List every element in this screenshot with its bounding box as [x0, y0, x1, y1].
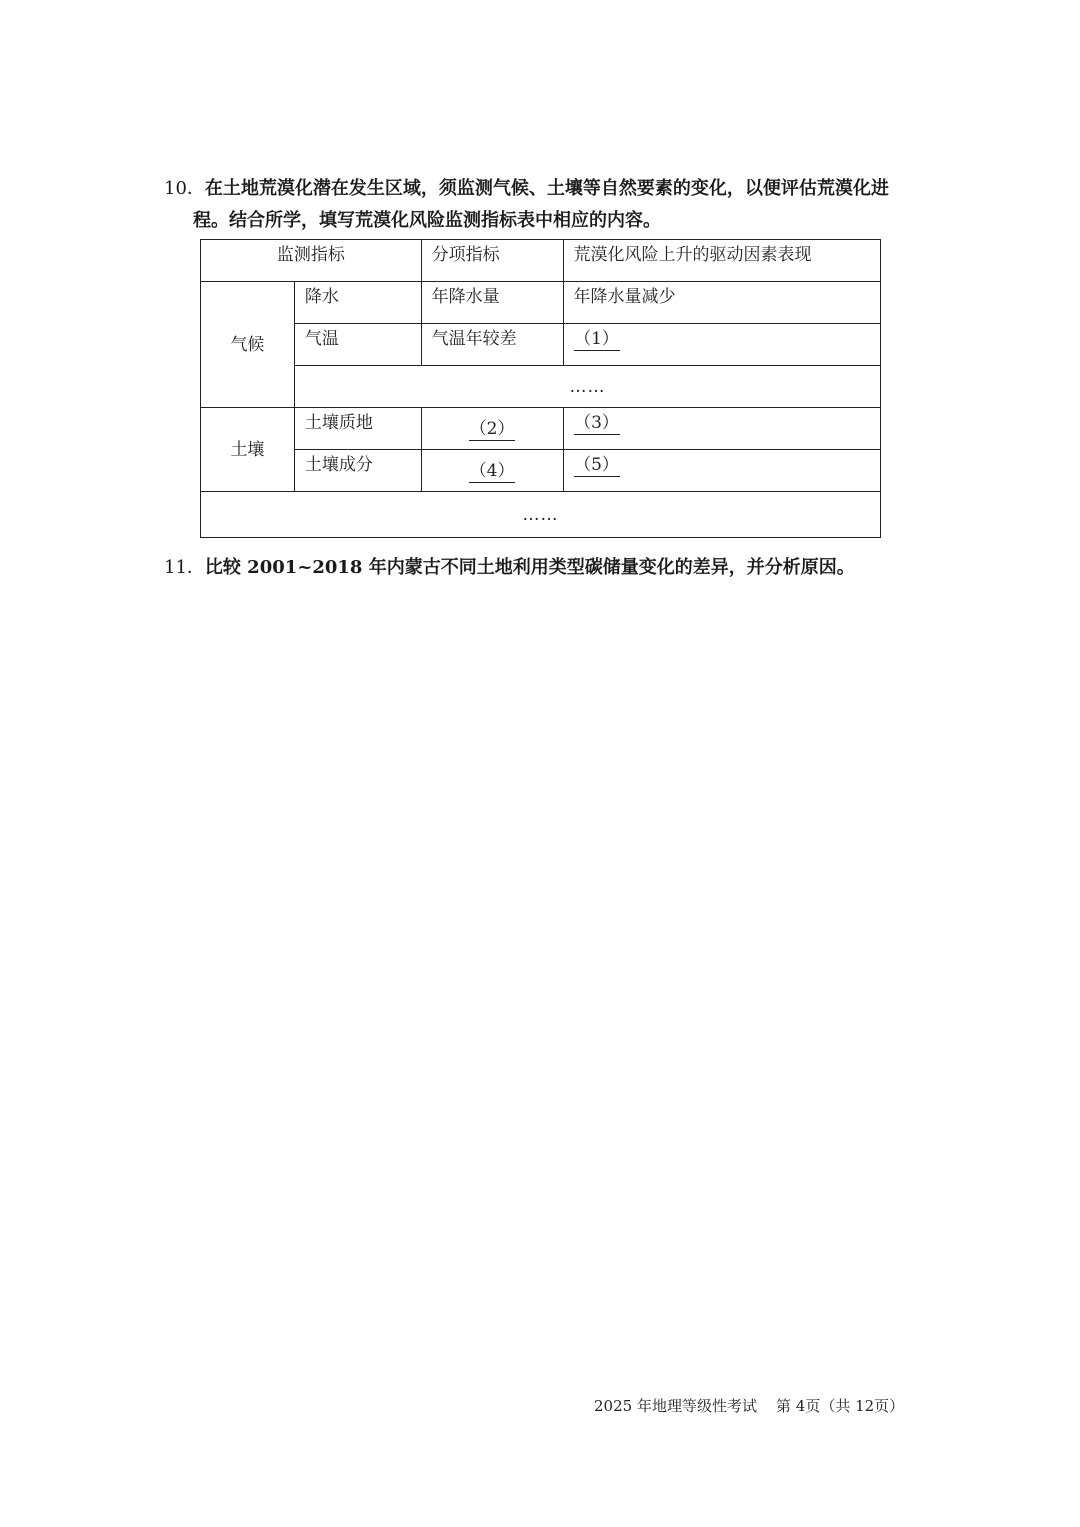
cell-blank-4: [421, 450, 563, 492]
table-row: [201, 450, 881, 492]
answer-blank-1[interactable]: （1）: [574, 329, 619, 349]
table-header-row: [201, 240, 881, 282]
cell-blank-5: [563, 450, 881, 492]
table-row: [201, 282, 881, 324]
cell-blank-1: [563, 324, 881, 366]
climate-ellipsis: ……: [294, 366, 880, 408]
cell-temperature: 气温: [294, 324, 421, 366]
header-monitoring-indicator: 监测指标: [201, 240, 422, 282]
cell-annual-precipitation: 年降水量: [421, 282, 563, 324]
cell-blank-2: [421, 408, 563, 450]
question-11-text: 比较 2001~2018 年内蒙古不同土地利用类型碳储量变化的差异，并分析原因。: [204, 557, 855, 578]
table-row: [201, 324, 881, 366]
page-footer: 2025 年地理等级性考试 第 4页（共 12页）: [594, 1397, 905, 1415]
group-climate: 气候: [201, 282, 295, 408]
table-row: [201, 366, 881, 408]
monitoring-indicator-table: [200, 239, 881, 538]
cell-precipitation-decrease: 年降水量减少: [563, 282, 881, 324]
question-10: [164, 173, 924, 237]
answer-blank-3[interactable]: （3）: [574, 413, 619, 433]
group-soil: 土壤: [201, 408, 295, 492]
header-driver-factor: 荒漠化风险上升的驱动因素表现: [563, 240, 881, 282]
question-11: [164, 552, 924, 584]
answer-blank-4[interactable]: （4）: [469, 461, 515, 481]
question-10-line1: 在土地荒漠化潜在发生区域，须监测气候、土壤等自然要素的变化，以便评估荒漠化进: [204, 178, 889, 199]
table-footer-ellipsis: ……: [201, 492, 881, 538]
question-10-line2: 程。结合所学，填写荒漠化风险监测指标表中相应的内容。: [193, 210, 661, 231]
answer-blank-2[interactable]: （2）: [469, 419, 515, 439]
answer-blank-5[interactable]: （5）: [574, 455, 619, 475]
question-10-number: 10．: [164, 178, 205, 199]
table-row: [201, 492, 881, 538]
cell-precipitation: 降水: [294, 282, 421, 324]
cell-temperature-range: 气温年较差: [421, 324, 563, 366]
header-sub-indicator: 分项指标: [421, 240, 563, 282]
question-11-number: 11．: [164, 557, 205, 578]
table-row: [201, 408, 881, 450]
cell-soil-composition: 土壤成分: [294, 450, 421, 492]
cell-blank-3: [563, 408, 881, 450]
cell-soil-texture: 土壤质地: [294, 408, 421, 450]
